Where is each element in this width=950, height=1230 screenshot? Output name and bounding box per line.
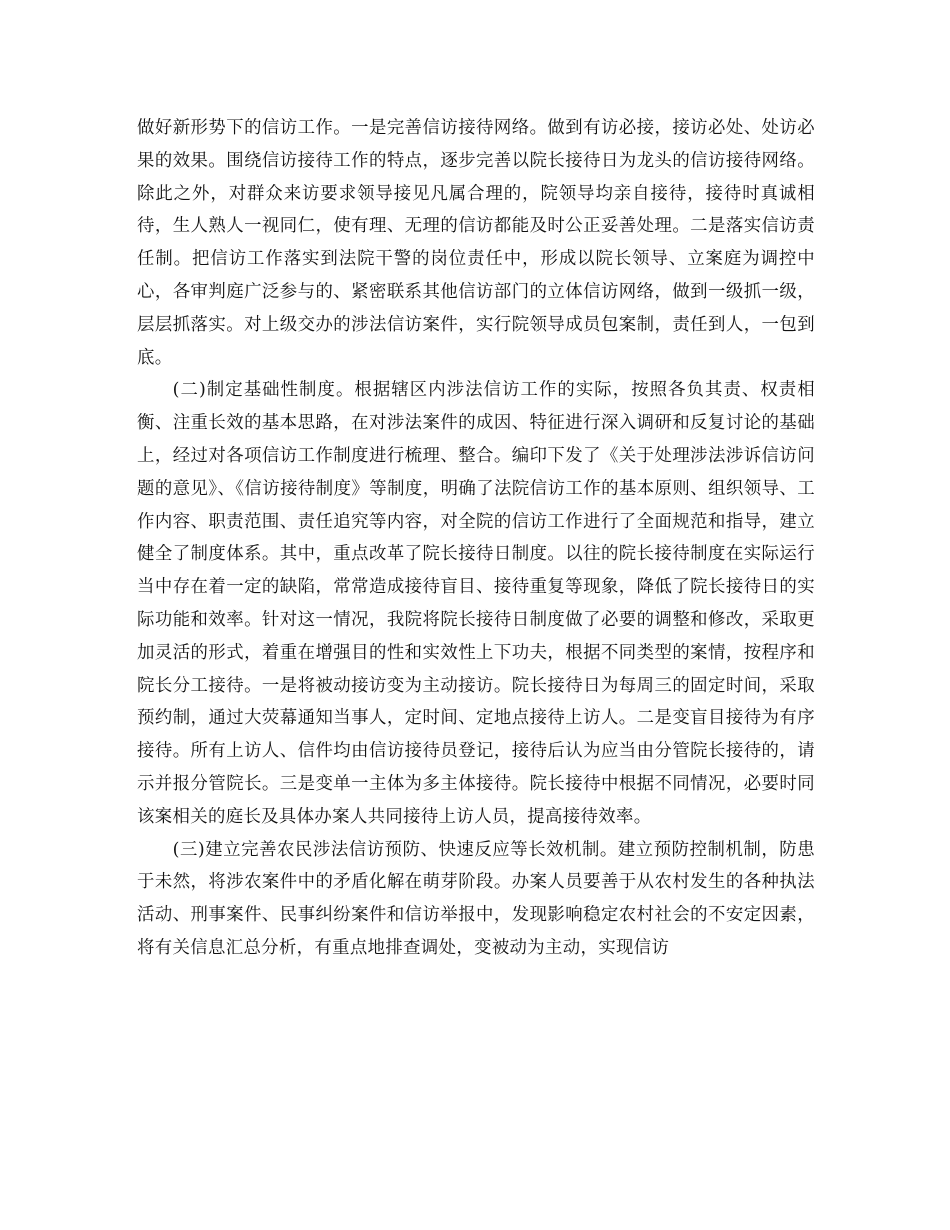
paragraph-1: 做好新形势下的信访工作。一是完善信访接待网络。做到有访必接，接访必处、处访必果的效果。围绕信访接待工作的特点，逐步完善以院长接待日为龙头的信访接待网络。除此之外，对群众来访要求领导接见凡属合理的，院领导均亲自接待，接待时真诚相待，生人熟人一视同仁，使有理、无理的信访都能及时公正妥善处理。二是落实信访责任制。把信访工作落实到法院干警的岗位责任中，形成以院长领导、立案庭为调控中心，各审判庭广泛参与的、紧密联系其他信访部门的立体信访网络，做到一级抓一级，层层抓落实。对上级交办的涉法信访案件，实行院领导成员包案制，责任到人，一包到底。 — [137, 118, 815, 368]
document-body — [137, 112, 815, 965]
paragraph-2: (二)制定基础性制度。根据辖区内涉法信访工作的实际，按照各负其责、权责相衡、注重长效的基本思路，在对涉法案件的成因、特征进行深入调研和反复讨论的基础上，经过对各项信访工作制度进行梳理、整合。编印下发了《关于处理涉法涉诉信访问题的意见》、《信访接待制度》等制度，明确了法院信访工作的基本原则、组织领导、工作内容、职责范围、责任追究等内容，对全院的信访工作进行了全面规范和指导，建立健全了制度体系。其中，重点改革了院长接待日制度。以往的院长接待制度在实际运行当中存在着一定的缺陷，常常造成接待盲目、接待重复等现象，降低了院长接待日的实际功能和效率。针对这一情况，我院将院长接待日制度做了必要的调整和修改，采取更加灵活的形式，着重在增强目的性和实效性上下功夫，根据不同类型的案情，按程序和院长分工接待。一是将被动接访变为主动接访。院长接待日为每周三的固定时间，采取预约制，通过大荧幕通知当事人，定时间、定地点接待上访人。二是变盲目接待为有序接待。所有上访人、信件均由信访接待员登记，接待后认为应当由分管院长接待的，请示并报分管院长。三是变单一主体为多主体接待。院长接待中根据不同情况，必要时同该案相关的庭长及具体办案人共同接待上访人员，提高接待效率。 — [137, 380, 815, 827]
paragraph-3: (三)建立完善农民涉法信访预防、快速反应等长效机制。建立预防控制机制，防患于未然，将涉农案件中的矛盾化解在萌芽阶段。办案人员要善于从农村发生的各种执法活动、刑事案件、民事纠纷案件和信访举报中，发现影响稳定农村社会的不安定因素，将有关信息汇总分析，有重点地排查调处，变被动为主动，实现信访 — [137, 839, 815, 958]
